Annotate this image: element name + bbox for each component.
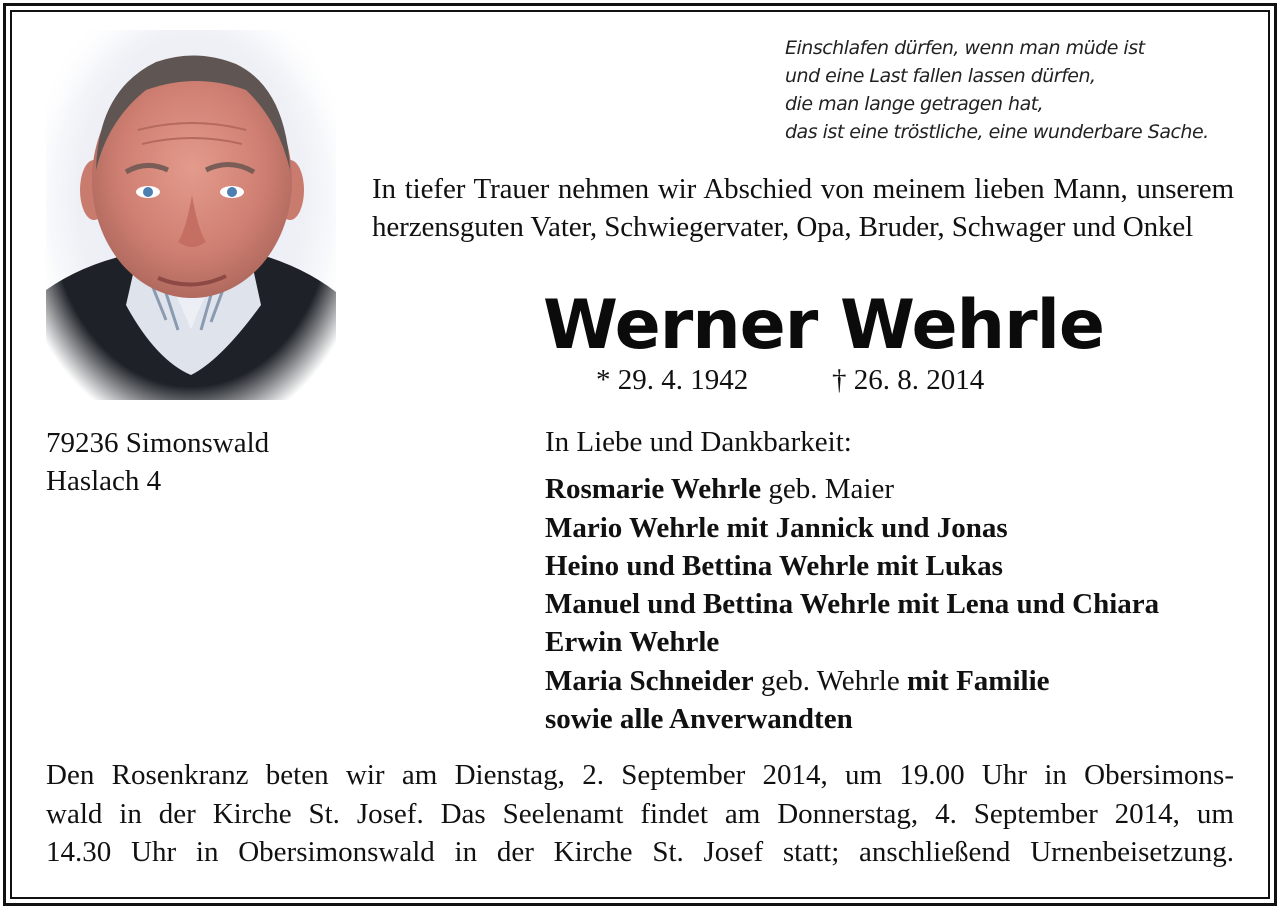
family-heading: In Liebe und Dankbarkeit:: [545, 426, 852, 458]
footer-line: Den Rosenkranz beten wir am Dienstag, 2. September 2014, um 19.00 Uhr in Obersimons-: [46, 759, 1234, 791]
poem-line: die man lange getragen hat,: [785, 93, 1044, 115]
address: [46, 424, 269, 500]
family-member: Erwin Wehrle: [545, 626, 720, 659]
birth-date: * 29. 4. 1942: [596, 364, 749, 396]
family-member: sowie alle Anverwandten: [545, 703, 853, 736]
family-member: Manuel und Bettina Wehrle mit Lena und Chiara: [545, 588, 1160, 621]
poem-line: und eine Last fallen lassen dürfen,: [785, 65, 1096, 87]
footer-line: wald in der Kirche St. Josef. Das Seelenamt findet am Donnerstag, 4. September 2014, um: [46, 797, 1234, 830]
family-member: Mario Wehrle mit Jannick und Jonas: [545, 511, 1008, 544]
deceased-name: Werner Wehrle: [543, 286, 1105, 365]
death-date: † 26. 8. 2014: [832, 364, 985, 396]
address-line-1: 79236 Simonswald: [46, 427, 270, 459]
service-details: [46, 756, 1234, 872]
poem-line: das ist eine tröstliche, eine wunderbare Sache.: [785, 121, 1209, 143]
address-line-2: Haslach 4: [46, 465, 162, 497]
family-member: Maria Schneider geb. Wehrle mit Familie: [545, 664, 1050, 697]
portrait-photo: [46, 30, 336, 400]
intro-text: In tiefer Trauer nehmen wir Abschied von meinem lieben Mann, unserem herzensguten Vater, Schwiegervater, Opa, Bruder, Schwager und Onkel: [372, 173, 1234, 243]
poem-line: Einschlafen dürfen, wenn man müde ist: [785, 37, 1145, 59]
family-block: [545, 423, 1159, 738]
family-member: Heino und Bettina Wehrle mit Lukas: [545, 549, 1003, 582]
footer-line: 14.30 Uhr in Obersimonswald in der Kirche St. Josef statt; anschließend Urnenbeisetzung.: [46, 836, 1234, 868]
family-member: Rosmarie Wehrle geb. Maier: [545, 473, 894, 506]
poem: [785, 34, 1255, 146]
